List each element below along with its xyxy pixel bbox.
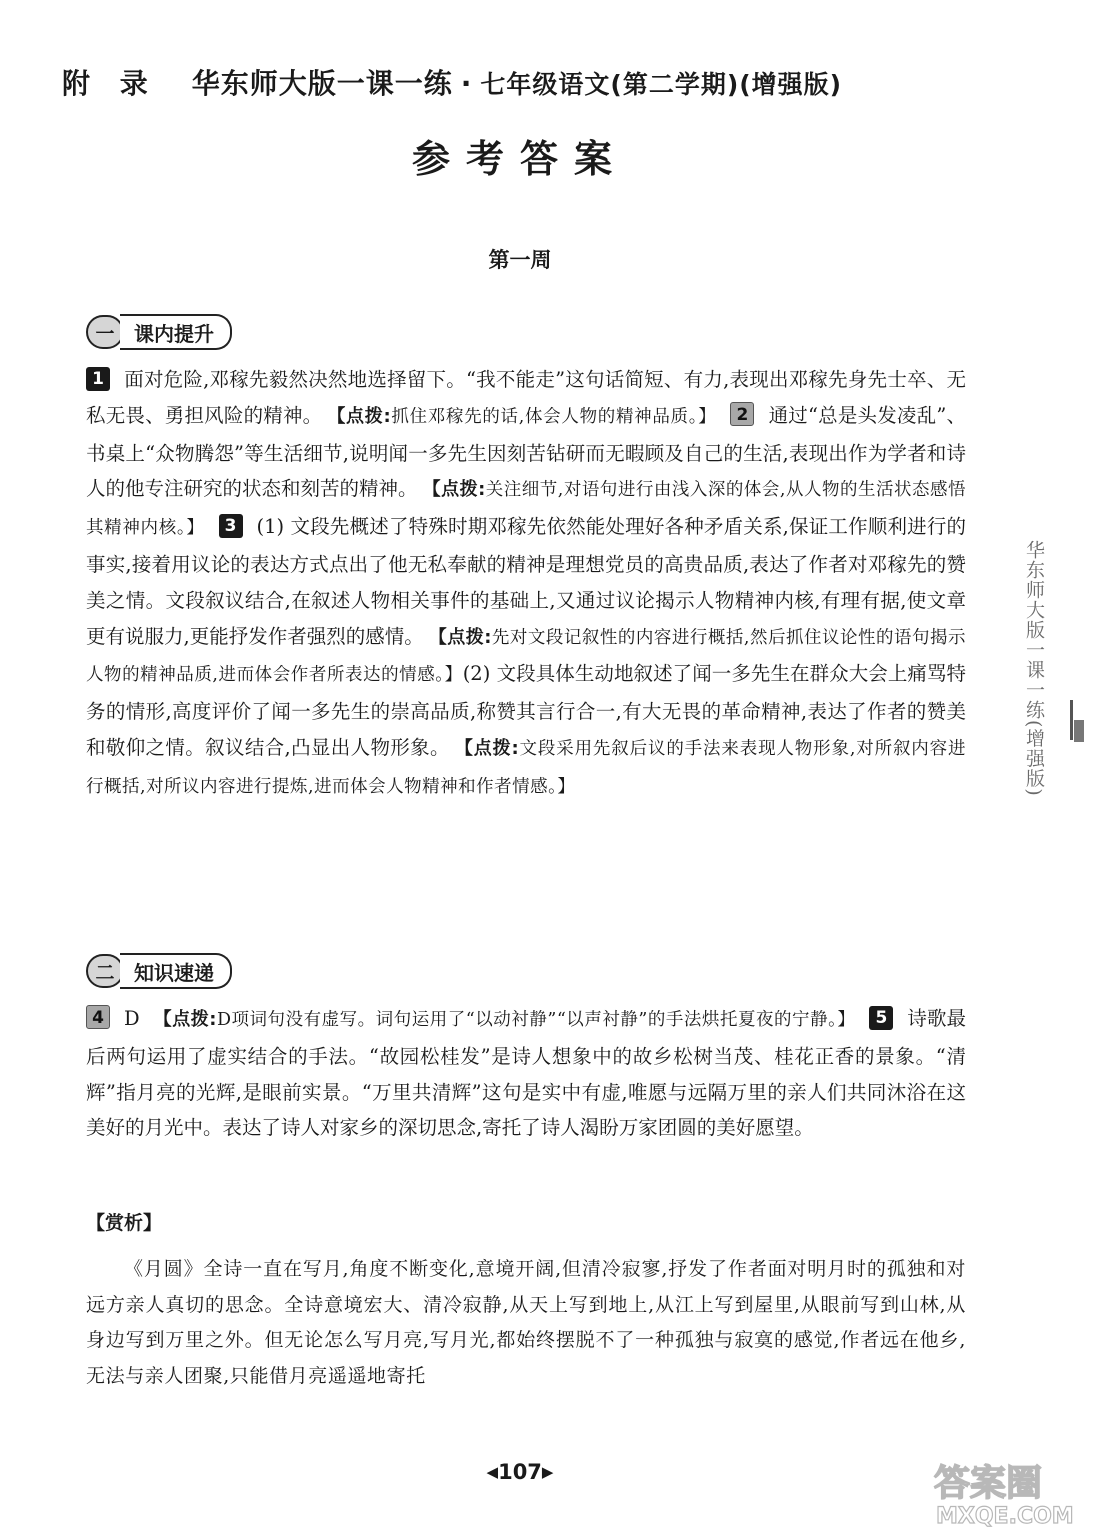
question-number-3: 3 <box>219 514 243 538</box>
section-heading-1 <box>86 313 232 351</box>
side-book-label: 华东师大版一课一练(增强版) <box>1023 540 1045 797</box>
answer-2-text: 通过“总是头发凌乱”、书桌上“众物腾怨”等生活细节,说明闻一多先生因刻苦钻研而无暇顾及自己的生活,表现出作为学者和诗人的他专注研究的状态和刻苦的精神。 <box>86 403 966 501</box>
section-heading-2 <box>86 952 232 990</box>
side-tab-mark <box>1066 700 1086 754</box>
page-title: 参考答案 <box>411 137 628 181</box>
answer-3-part-1: (1) 文段先概述了特殊时期邓稼先依然能处理好各种矛盾关系,保证工作顺利进行的事实,接着用议论的表达方式点出了他无私奉献的精神是理想党员的高贵品质,表达了作者对邓稼先的赞美之情。文段叙议结合,在叙述人物相关事件的基础上,又通过议论揭示人物精神内核,有理有据,使文章更有说服力,更能抒发作者强烈的感情。 <box>86 515 966 648</box>
answer-2-hint: 【点拨:关注细节,对语句进行由浅入深的体会,从人物的生活状态感悟其精神内核。】 <box>86 479 966 539</box>
section-2-body <box>86 1001 966 1146</box>
page-number-value: 107 <box>498 1460 542 1484</box>
answer-3-hint-1: 【点拨:先对文段记叙性的内容进行概括,然后抓住议论性的语句揭示人物的精神品质,进而体会作者所表达的情感。】 <box>86 626 967 686</box>
question-number-4: 4 <box>86 1005 110 1029</box>
section-1-body <box>86 362 966 806</box>
page-prev-arrow-icon: ◀ <box>486 1463 499 1481</box>
page-next-arrow-icon: ▶ <box>541 1463 554 1481</box>
answer-1-text: 面对危险,邓稼先毅然决然地选择留下。“我不能走”这句话简短、有力,表现出邓稼先身先士卒、无私无畏、勇担风险的精神。 <box>86 368 966 427</box>
section-number-1: 一 <box>86 315 124 349</box>
answer-3-part-2: (2) 文段具体生动地叙述了闻一多先生在群众大会上痛骂特务的情形,高度评价了闻一多先生的崇高品质,称赞其言行合一,有大无畏的革命精神,表达了作者的赞美和敬仰之情。叙议结合,凸显出人物形象。 <box>86 662 967 759</box>
appendix-tag: 附 录 <box>62 67 158 100</box>
analysis-heading: 【赏析】 <box>86 1212 163 1234</box>
side-tab-graphic <box>1066 700 1086 750</box>
section-label-2: 知识速递 <box>120 953 232 989</box>
answer-4-hint: 【点拨:D项词句没有虚写。词句运用了“以动衬静”“以声衬静”的手法烘托夏夜的宁静。】 <box>153 1009 856 1030</box>
section-number-2: 二 <box>86 954 124 988</box>
answer-5-text: 诗歌最后两句运用了虚实结合的手法。“故园松桂发”是诗人想象中的故乡松树当茂、桂花正香的景象。“清辉”指月亮的光辉,是眼前实景。“万里共清辉”这句是实中有虚,唯愿与远隔万里的亲人们共同沐浴在这美好的月光中。表达了诗人对家乡的深切思念,寄托了诗人渴盼万家团圆的美好愿望。 <box>86 1007 966 1140</box>
watermark-url: MXQE.COM <box>936 1504 1074 1529</box>
title-dot: · <box>460 67 473 100</box>
question-number-2: 2 <box>730 402 754 426</box>
question-number-5: 5 <box>869 1006 893 1030</box>
book-subtitle: 七年级语文(第二学期)(增强版) <box>480 70 843 99</box>
answer-1-hint: 【点拨:抓住邓稼先的话,体会人物的精神品质。】 <box>336 405 717 427</box>
analysis-text: 《月圆》全诗一直在写月,角度不断变化,意境开阔,但清冷寂寥,抒发了作者面对明月时的孤独和对远方亲人真切的思念。全诗意境宏大、清冷寂静,从天上写到地上,从江上写到屋里,从眼前写到山林,从身边写到万里之外。但无论怎么写月亮,写月光,都始终摆脱不了一种孤独与寂寞的感觉,作者远在他乡,无法与亲人团聚,只能借月亮遥遥地寄托 <box>86 1258 966 1387</box>
week-heading: 第一周 <box>488 247 552 272</box>
watermark-text: 答案圈 <box>934 1463 1043 1504</box>
question-number-1: 1 <box>86 367 110 391</box>
answer-4-choice: D <box>124 1007 140 1030</box>
watermark-logo <box>930 1455 1080 1530</box>
book-title: 华东师大版一课一练 <box>191 67 453 100</box>
page-number <box>0 1460 1040 1484</box>
section-label-1: 课内提升 <box>120 314 232 350</box>
appendix-header <box>62 62 982 102</box>
answer-3-hint-2: 【点拨:文段采用先叙后议的手法来表现人物形象,对所叙内容进行概括,对所议内容进行提炼,进而体会人物精神和作者情感。】 <box>86 737 967 797</box>
